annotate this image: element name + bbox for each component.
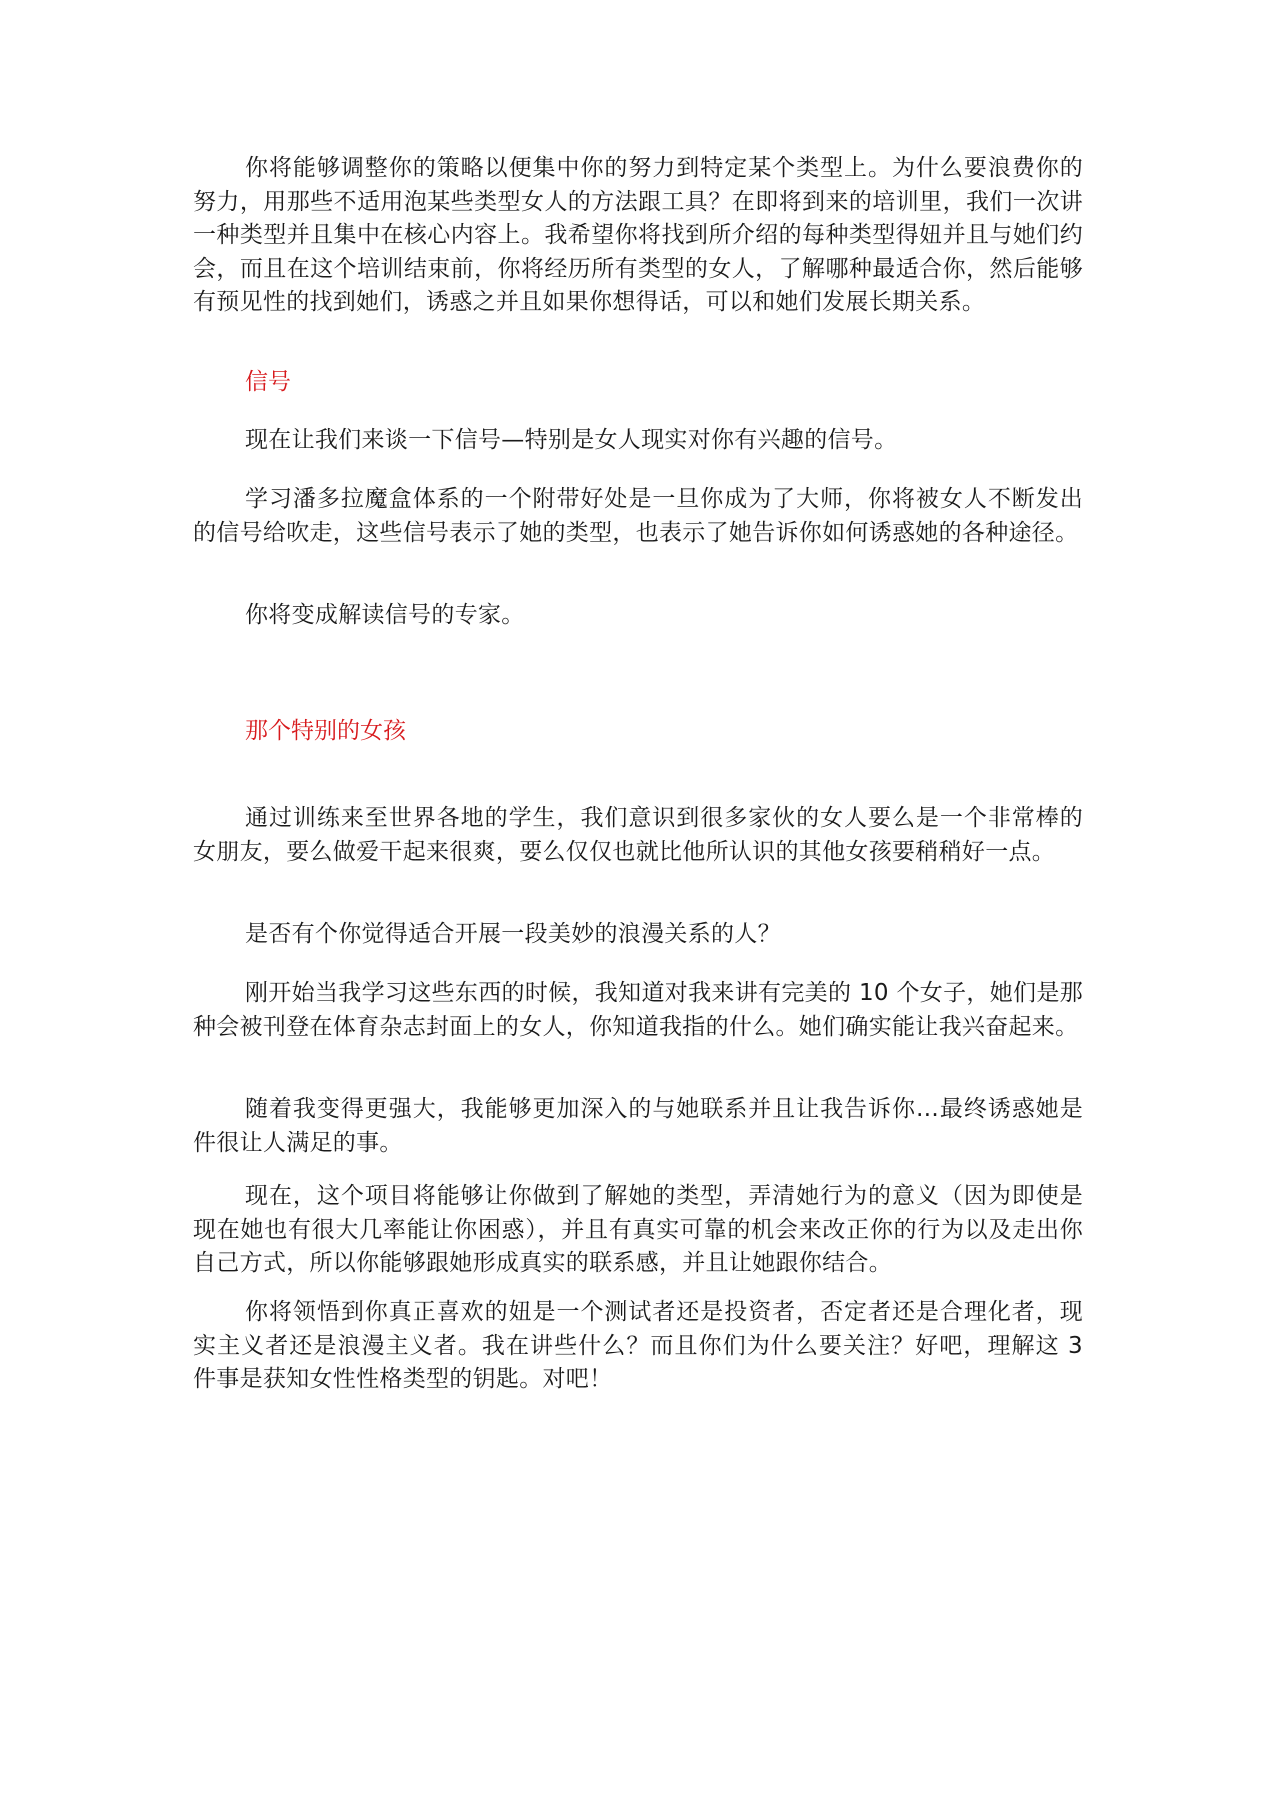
paragraph-perfect-ten: 刚开始当我学习这些东西的时候，我知道对我来讲有完美的 10 个女子，她们是那种会被刊登在体育杂志封面上的女人，你知道我指的什么。她们确实能让我兴奋起来。 [193, 980, 1083, 1040]
paragraph-project: 现在，这个项目将能够让你做到了解她的类型，弄清她行为的意义（因为即使是现在她也有很大几率能让你困惑），并且有真实可靠的机会来改正你的行为以及走出你自己方式，所以你能够跟她形成真实的联系感，并且让她跟你结合。 [193, 1183, 1083, 1276]
heading-signals: 信号 [245, 369, 291, 395]
paragraph-types: 你将领悟到你真正喜欢的妞是一个测试者还是投资者，否定者还是合理化者，现实主义者还是浪漫主义者。我在讲些什么？而且你们为什么要关注？好吧，理解这 3 件事是获知女性性格类型的钥匙。对吧！ [193, 1299, 1083, 1392]
paragraph-strategy: 你将能够调整你的策略以便集中你的努力到特定某个类型上。为什么要浪费你的努力，用那些不适用泡某些类型女人的方法跟工具？在即将到来的培训里，我们一次讲一种类型并且集中在核心内容上。我希望你将找到所介绍的每种类型得妞并且与她们约会，而且在这个培训结束前，你将经历所有类型的女人，了解哪种最适合你，然后能够有预见性的找到她们，诱惑之并且如果你想得话，可以和她们发展长期关系。 [193, 155, 1083, 315]
paragraph-stronger: 随着我变得更强大，我能够更加深入的与她联系并且让我告诉你…最终诱惑她是件很让人满足的事。 [193, 1096, 1083, 1156]
document-page [193, 0, 1083, 1800]
paragraph-signal-expert: 你将变成解读信号的专家。 [245, 602, 525, 628]
paragraph-pandora-benefit: 学习潘多拉魔盒体系的一个附带好处是一旦你成为了大师，你将被女人不断发出的信号给吹走，这些信号表示了她的类型，也表示了她告诉你如何诱惑她的各种途径。 [193, 486, 1083, 546]
paragraph-students: 通过训练来至世界各地的学生，我们意识到很多家伙的女人要么是一个非常棒的女朋友，要么做爱干起来很爽，要么仅仅也就比他所认识的其他女孩要稍稍好一点。 [193, 805, 1083, 865]
paragraph-signals-intro: 现在让我们来谈一下信号—特别是女人现实对你有兴趣的信号。 [245, 427, 898, 453]
heading-special-girl: 那个特别的女孩 [245, 718, 406, 744]
paragraph-question: 是否有个你觉得适合开展一段美妙的浪漫关系的人？ [245, 921, 781, 947]
